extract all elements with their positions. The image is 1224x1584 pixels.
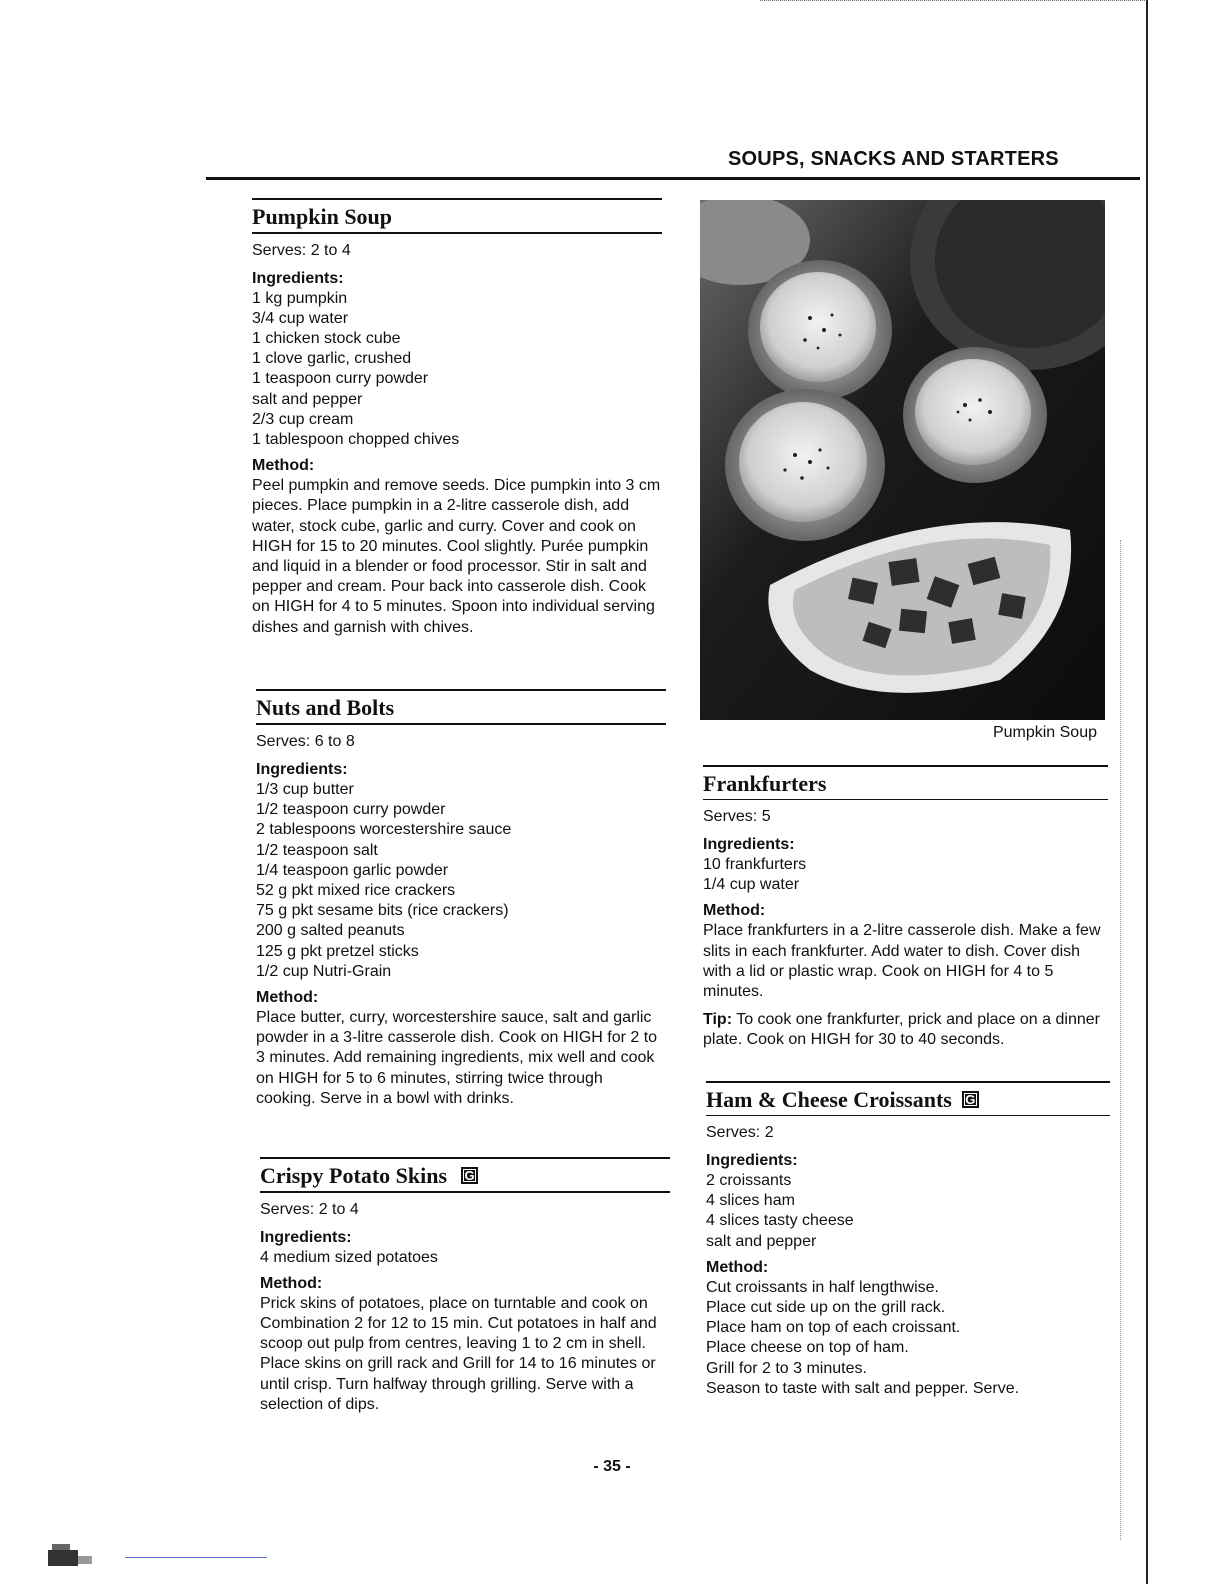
list-item: 200 g salted peanuts xyxy=(256,922,405,940)
list-item: 3/4 cup water xyxy=(252,309,349,327)
list-item: 2 tablespoons worcestershire sauce xyxy=(256,821,512,839)
recipe-crispy-potato-skins xyxy=(260,1157,670,1415)
page-right-edge xyxy=(1146,0,1148,1584)
list-item: 1/4 cup water xyxy=(703,876,800,894)
recipe-title: Frankfurters xyxy=(703,770,827,796)
title-rule-bottom xyxy=(252,232,662,234)
right-margin-dots xyxy=(1120,540,1122,1540)
list-item: 1 tablespoon chopped chives xyxy=(252,430,460,448)
tip-text: To cook one frankfurter, prick and place on a dinner plate. Cook on HIGH for 30 to 40 seconds. xyxy=(703,1011,1100,1049)
tip-label: Tip: xyxy=(703,1011,733,1029)
method-text: Place frankfurters in a 2-litre casserole dish. Make a few slits in each frankfurter. Add water to dish. Cover dish with a lid or plastic wrap. Cook on HIGH for 4 to 5 minutes. xyxy=(703,922,1101,1001)
list-item: 52 g pkt mixed rice crackers xyxy=(256,882,456,900)
list-item: 1 kg pumpkin xyxy=(252,289,348,307)
page-number: - 35 - xyxy=(593,1458,631,1475)
list-item: 1 teaspoon curry powder xyxy=(252,370,429,388)
list-item: Place cheese on top of ham. xyxy=(706,1339,909,1357)
ingredients-label: Ingredients: xyxy=(706,1152,798,1169)
grill-badge-icon: G xyxy=(962,1091,979,1108)
method-label: Method: xyxy=(703,902,766,920)
recipe-title-text: Ham & Cheese Croissants xyxy=(706,1086,952,1112)
pumpkin-soup-photo xyxy=(700,200,1105,720)
ingredients-list xyxy=(252,289,662,451)
list-item: 1 chicken stock cube xyxy=(252,329,401,347)
list-item: Season to taste with salt and pepper. Serve. xyxy=(706,1379,1020,1397)
list-item: 1/2 teaspoon salt xyxy=(256,841,378,859)
serves: Serves: 2 to 4 xyxy=(260,1200,359,1218)
recipe-title xyxy=(260,1159,670,1191)
photo-illustration xyxy=(700,200,1105,720)
list-item: 125 g pkt pretzel sticks xyxy=(256,942,419,960)
list-item: 1 clove garlic, crushed xyxy=(252,350,412,368)
method-label: Method: xyxy=(256,989,319,1007)
ingredients-list xyxy=(256,780,666,982)
list-item: 2/3 cup cream xyxy=(252,410,354,428)
recipe-frankfurters xyxy=(703,765,1108,1051)
method-label: Method: xyxy=(260,1274,323,1292)
list-item: 2 croissants xyxy=(706,1172,792,1189)
method-label: Method: xyxy=(252,457,315,475)
list-item: Cut croissants in half lengthwise. xyxy=(706,1278,939,1296)
serves: Serves: 5 xyxy=(703,808,771,825)
ingredients-list xyxy=(703,855,1108,895)
scan-edge-line xyxy=(125,1557,267,1558)
list-item: 4 medium sized potatoes xyxy=(260,1248,438,1266)
ingredients-label: Ingredients: xyxy=(703,836,795,853)
ingredients-list xyxy=(706,1171,1110,1252)
method-steps xyxy=(706,1278,1110,1399)
recipe-title: Pumpkin Soup xyxy=(252,203,393,229)
list-item: salt and pepper xyxy=(706,1232,817,1250)
section-title: SOUPS, SNACKS AND STARTERS xyxy=(728,148,1059,170)
scan-corner-mark-icon xyxy=(48,1540,118,1568)
method-text: Peel pumpkin and remove seeds. Dice pumpkin into 3 cm pieces. Place pumpkin in a 2-litre casserole dish, add water, stock cube, garlic and curry. Cover and cook on HIGH for 15 to 20 minutes. Cool slightly. Purée pumpkin and liquid in a blender or food processor. Stir in salt and pepper and cream. Pour back into casserole dish. Cook on HIGH for 4 to 5 minutes. Spoon into individual serving dishes and garnish with chives. xyxy=(252,477,661,636)
title-rule-bottom xyxy=(260,1191,670,1193)
recipe-ham-cheese-croissants xyxy=(706,1081,1110,1399)
ingredients-list xyxy=(260,1248,670,1268)
method-text: Prick skins of potatoes, place on turntable and cook on Combination 2 for 12 to 15 min. Cut potatoes in half and scoop out pulp from centres, leaving 1 to 2 cm in shell. Place skins on grill rack and Grill for 14 to 16 minutes or until crisp. Turn halfway through grilling. Serve with a selection of dips. xyxy=(260,1294,657,1413)
list-item: salt and pepper xyxy=(252,390,363,408)
title-rule-bottom xyxy=(256,723,666,725)
ingredients-label: Ingredients: xyxy=(256,761,348,778)
list-item: 4 slices tasty cheese xyxy=(706,1212,854,1230)
list-item: 4 slices ham xyxy=(706,1192,795,1210)
list-item: 1/3 cup butter xyxy=(256,781,354,798)
recipe-nuts-and-bolts xyxy=(256,689,666,1109)
list-item: 75 g pkt sesame bits (rice crackers) xyxy=(256,902,509,920)
recipe-title xyxy=(706,1083,1110,1115)
title-rule-bottom xyxy=(706,1115,1110,1117)
recipe-title-text: Crispy Potato Skins xyxy=(260,1162,448,1188)
list-item: Place cut side up on the grill rack. xyxy=(706,1299,946,1317)
serves: Serves: 2 xyxy=(706,1124,774,1141)
list-item: 1/4 teaspoon garlic powder xyxy=(256,861,449,879)
ingredients-label: Ingredients: xyxy=(252,269,344,287)
grill-badge-icon: G xyxy=(461,1167,478,1184)
list-item: Place ham on top of each croissant. xyxy=(706,1319,961,1337)
method-label: Method: xyxy=(706,1258,769,1276)
header-rule xyxy=(206,177,1140,180)
list-item: 10 frankfurters xyxy=(703,856,807,873)
ingredients-label: Ingredients: xyxy=(260,1228,352,1246)
method-text: Place butter, curry, worcestershire sauce, salt and garlic powder in a 3-litre casserole dish. Cook on HIGH for 2 to 3 minutes. Add remaining ingredients, mix well and cook on HIGH for 5 to 6 minutes, stirring twice through cooking. Serve in a bowl with drinks. xyxy=(256,1009,658,1107)
photo-caption: Pumpkin Soup xyxy=(992,724,1097,741)
list-item: 1/2 cup Nutri-Grain xyxy=(256,962,392,980)
list-item: 1/2 teaspoon curry powder xyxy=(256,801,446,819)
serves: Serves: 6 to 8 xyxy=(256,733,355,750)
recipe-title: Nuts and Bolts xyxy=(256,695,395,720)
tip xyxy=(703,1010,1108,1050)
title-rule-bottom xyxy=(703,799,1108,801)
list-item: Grill for 2 to 3 minutes. xyxy=(706,1359,867,1377)
top-edge-dots xyxy=(760,0,1145,3)
recipe-pumpkin-soup xyxy=(252,198,662,638)
serves: Serves: 2 to 4 xyxy=(252,241,351,259)
